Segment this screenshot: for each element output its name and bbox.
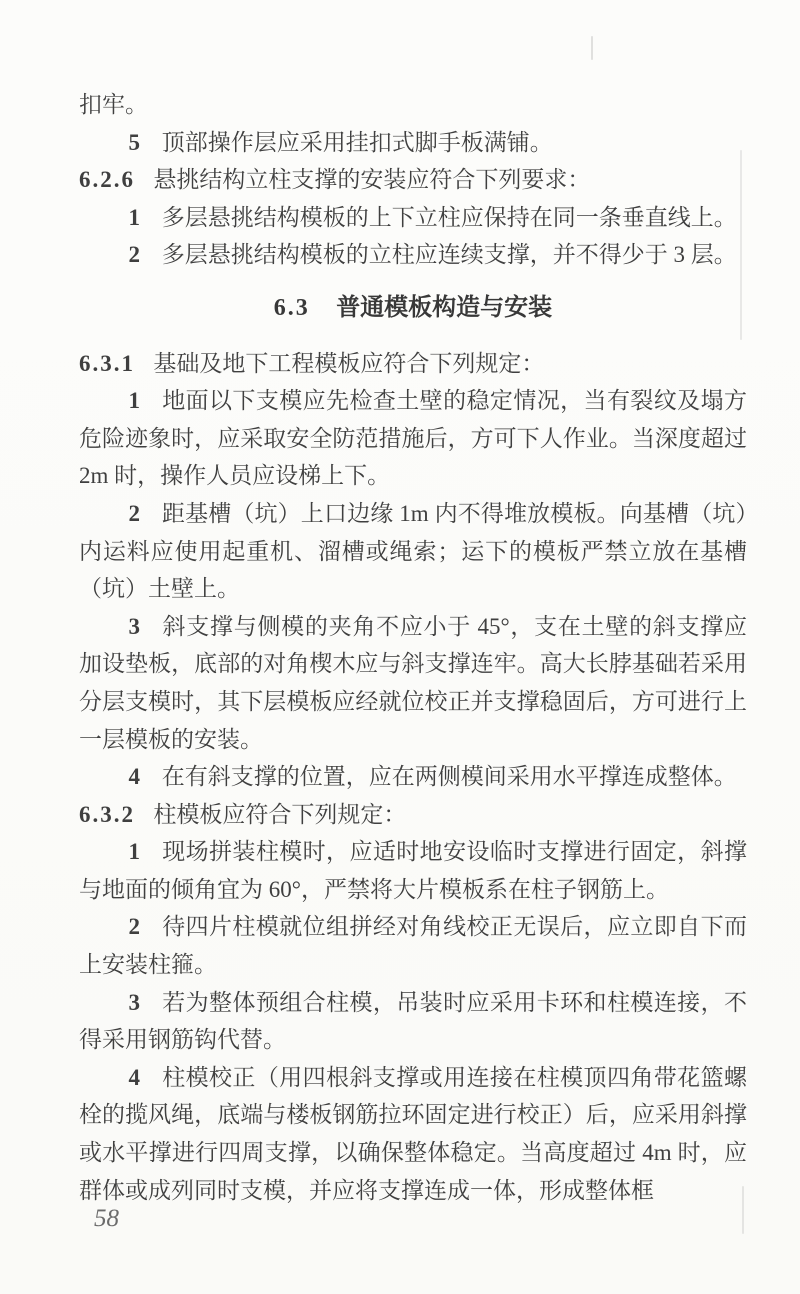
clause-number: 6.3.1 — [79, 350, 135, 376]
text-content — [79, 86, 747, 1209]
continuation-paragraph — [79, 86, 747, 124]
numbered-item — [79, 908, 747, 983]
paragraph-text: 悬挑结构立柱支撑的安装应符合下列要求： — [153, 167, 591, 193]
item-number: 2 — [128, 914, 140, 940]
numbered-item — [79, 833, 747, 908]
paragraph-text: 多层悬挑结构模板的上下立柱应保持在同一条垂直线上。 — [161, 204, 737, 230]
paragraph-text: 基础及地下工程模板应符合下列规定： — [153, 350, 545, 376]
paragraph-text: 地面以下支模应先检查土壁的稳定情况，当有裂纹及塌方危险迹象时，应采取安全防范措施后，方可下人作业。当深度超过 2m 时，操作人员应设梯上下。 — [79, 388, 747, 489]
item-number: 3 — [128, 989, 140, 1015]
paragraph-text: 柱模校正（用四根斜支撑或用连接在柱模顶四角带花篮螺栓的揽风绳，底端与楼板钢筋拉环固定进行校正）后，应采用斜撑或水平撑进行四周支撑，以确保整体稳定。当高度超过 4m 时，应群体或成列同时支模，并应将支撑连成一体，形成整体框 — [79, 1064, 747, 1203]
paragraph-text: 扣牢。 — [79, 92, 148, 117]
item-number: 1 — [128, 839, 140, 865]
clause-number: 6.3.2 — [79, 801, 135, 827]
item-number: 2 — [128, 242, 140, 268]
numbered-item — [79, 382, 747, 495]
item-number: 1 — [128, 388, 140, 414]
page-number: 58 — [94, 1205, 119, 1232]
numbered-item — [79, 984, 747, 1059]
item-number: 5 — [128, 129, 140, 155]
paragraph-text: 现场拼装柱模时，应适时地安设临时支撑进行固定，斜撑与地面的倾角宜为 60°，严禁将大片模板系在柱子钢筋上。 — [79, 839, 747, 902]
paragraph-text: 斜支撑与侧模的夹角不应小于 45°，支在土壁的斜支撑应加设垫板，底部的对角楔木应与斜支撑连牢。高大长脖基础若采用分层支模时，其下层模板应经就位校正并支撑稳固后，方可进行上一层模板的安装。 — [79, 613, 747, 752]
paragraph-text: 待四片柱模就位组拼经对角线校正无误后，应立即自下而上安装柱箍。 — [79, 914, 747, 978]
section-number: 6.3 — [273, 294, 310, 321]
paragraph-text: 若为整体预组合柱模，吊装时应采用卡环和柱模连接，不得采用钢筋钩代替。 — [79, 989, 747, 1053]
item-number: 2 — [128, 500, 140, 526]
numbered-item — [79, 124, 747, 162]
section-heading — [79, 289, 747, 328]
paragraph-text: 柱模板应符合下列规定： — [153, 801, 407, 827]
paragraph-text: 在有斜支撑的位置，应在两侧模间采用水平撑连成整体。 — [161, 764, 737, 790]
paragraph-text: 距基槽（坑）上口边缘 1m 内不得堆放模板。向基槽（坑）内运料应使用起重机、溜槽或绳索；运下的模板严禁立放在基槽（坑）土壁上。 — [79, 500, 747, 602]
clause-number: 6.2.6 — [79, 167, 135, 193]
item-number: 3 — [128, 613, 140, 639]
clause-paragraph — [79, 161, 747, 199]
item-number: 4 — [128, 1064, 140, 1090]
item-number: 1 — [128, 204, 140, 230]
paragraph-text: 多层悬挑结构模板的立柱应连续支撑，并不得少于 3 层。 — [161, 242, 737, 268]
numbered-item — [79, 608, 747, 758]
numbered-item — [79, 236, 747, 274]
clause-paragraph — [79, 796, 747, 834]
numbered-item — [79, 1059, 747, 1209]
paragraph-text: 顶部操作层应采用挂扣式脚手板满铺。 — [161, 129, 553, 155]
numbered-item — [79, 758, 747, 796]
scan-artifact — [591, 36, 593, 60]
clause-paragraph — [79, 345, 747, 383]
item-number: 4 — [128, 764, 140, 790]
section-title: 普通模板构造与安装 — [336, 293, 553, 321]
numbered-item — [79, 199, 747, 237]
numbered-item — [79, 495, 747, 608]
